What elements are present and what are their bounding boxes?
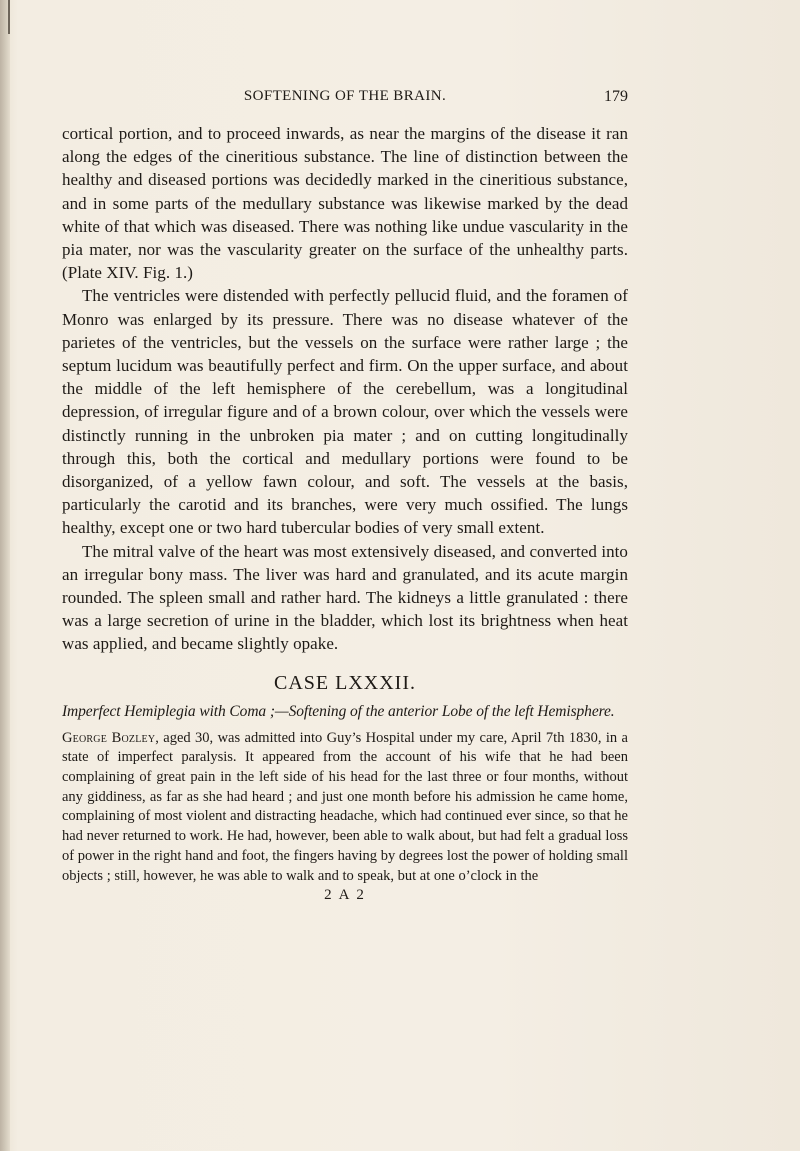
main-text xyxy=(62,122,628,904)
signature-mark: 2 A 2 xyxy=(324,887,366,904)
case-text: , aged 30, was admitted into Guy’s Hospital under my care, April 7th 1830, in a state of imperfect paralysis. It appeared from the account of his wife that he had been complaining of great pain in the left side of his head for the last three or four months, without any giddiness, as far as she had heard ; and just one month before his admission he came home, complaining of most violent and distracting headache, which had continued ever since, so that he had never returned to work. He had, however, been able to walk about, but had felt a gradual loss of power in the right hand and foot, the fingers having by degrees lost the power of holding small objects ; still, however, he was able to walk and to speak, but at one o’clock in the xyxy=(62,729,628,884)
patient-name: George Bozley xyxy=(62,729,156,746)
paragraph-heart: The mitral valve of the heart was most extensively diseased, and converted into an irregular bony mass. The liver was hard and granulated, and its acute margin rounded. The spleen small and rather hard. The kidneys a little granulated : there was a large secretion of urine in the bladder, which lost its brightness when heat was applied, and became slightly opake. xyxy=(62,541,628,654)
page-corner-mark xyxy=(0,0,10,34)
case-title: CASE LXXXII. xyxy=(274,671,416,694)
paragraph-ventricles: The ventricles were distended with perfectly pellucid fluid, and the foramen of Monro was enlarged by its pressure. There was no disease whatever of the parietes of the ventricles, but the vessels on the surface were rather large ; the septum lucidum was beautifully perfect and firm. On the upper surface, and about the middle of the left hemisphere of the cerebellum, was a longitudinal depression, of irregular figure and of a brown colour, over which the vessels were distinctly running in the unbroken pia mater ; and on cutting longitudinally through this, both the cortical and medullary portions were found to be disorganized, of a yellow fawn colour, and soft. The vessels at the basis, particularly the carotid and its branches, were very much ossified. The lungs healthy, except one or two hard tubercular bodies of very small extent. xyxy=(62,286,628,538)
paragraph-continuation: cortical portion, and to proceed inwards, as near the margins of the disease it ran along the edges of the cineritious substance. The line of distinction between the healthy and diseased portions was decidedly marked in the cineritious substance, and in some parts of the medullary substance was likewise marked by the dead white of that which was diseased. There was nothing like undue vascularity in the pia mater, nor was the vascularity greater on the surface of the unhealthy parts. (Plate XIV. Fig. 1.) xyxy=(62,124,628,283)
page-gutter-shadow xyxy=(0,0,10,1151)
page-number: 179 xyxy=(604,88,628,105)
running-head: SOFTENING OF THE BRAIN. xyxy=(243,88,447,104)
case-paragraph xyxy=(62,729,628,887)
case-subtitle: Imperfect Hemiplegia with Coma ;—Softening of the anterior Lobe of the left Hemisphere. xyxy=(62,702,615,720)
page-header xyxy=(62,88,628,112)
